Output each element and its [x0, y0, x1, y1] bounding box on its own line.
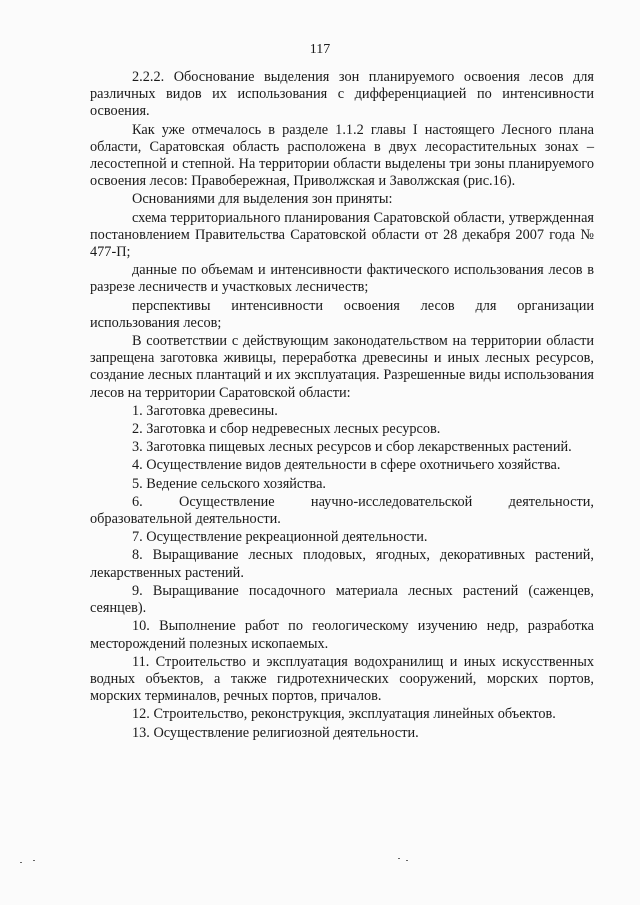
- section-heading-paragraph: 2.2.2. Обоснование выделения зон планируемого освоения лесов для различных видов их использования с дифференциацией по интенсивности освоения.: [90, 69, 594, 120]
- list-item: 11. Строительство и эксплуатация водохранилищ и иных искусственных водных объектов, а также гидротехнических сооружений, морских портов, морских терминалов, речных портов, причалов.: [90, 653, 594, 705]
- list-item: 12. Строительство, реконструкция, эксплуатация линейных объектов.: [132, 706, 556, 723]
- list-item: 4. Осуществление видов деятельности в сфере охотничьего хозяйства.: [132, 457, 561, 474]
- scan-speck: [398, 858, 400, 859]
- list-item: 1. Заготовка древесины.: [132, 402, 278, 419]
- list-item: 9. Выращивание посадочного материала лесных растений (саженцев, сеянцев).: [90, 582, 594, 617]
- scan-speck: [33, 860, 35, 861]
- basis-item-data: данные по объемам и интенсивности фактического использования лесов в разрезе лесничеств и участковых лесничеств;: [90, 262, 594, 296]
- list-item: 10. Выполнение работ по геологическому изучению недр, разработка месторождений полезных ископаемых.: [90, 618, 594, 652]
- list-item: 7. Осуществление рекреационной деятельности.: [132, 529, 428, 546]
- legislation-paragraph: В соответствии с действующим законодательством на территории области запрещена заготовка живицы, переработка древесины и иных лесных ресурсов, создание лесных плантаций и их эксплуатация. Разрешенные виды использования лесов на территории Саратовской области:: [90, 333, 594, 401]
- list-item: 8. Выращивание лесных плодовых, ягодных, декоративных растений, лекарственных растений.: [90, 547, 594, 581]
- list-item: 13. Осуществление религиозной деятельности.: [132, 724, 419, 741]
- basis-item-perspectives: перспективы интенсивности освоения лесов для организации использования лесов;: [90, 297, 594, 331]
- list-item: 3. Заготовка пищевых лесных ресурсов и сбор лекарственных растений.: [132, 439, 572, 456]
- page-number: 117: [309, 42, 331, 57]
- scan-speck: [406, 860, 408, 861]
- list-item: 6. Осуществление научно-исследовательской деятельности, образовательной деятельности.: [90, 493, 594, 528]
- basis-heading: Основаниями для выделения зон приняты:: [132, 191, 393, 208]
- intro-paragraph: Как уже отмечалось в разделе 1.1.2 главы I настоящего Лесного плана области, Саратовская область расположена в двух лесорастительных зонах – лесостепной и степной. На территории области выделены три зоны планируемого освоения лесов: Правобережная, Приволжская и Заволжская (рис.16).: [90, 121, 594, 190]
- basis-item-scheme: схема территориального планирования Саратовской области, утвержденная постановлением Правительства Саратовской области от 28 декабря 2007 года № 477-П;: [90, 209, 594, 261]
- list-item: 2. Заготовка и сбор недревесных лесных ресурсов.: [132, 421, 441, 438]
- list-item: 5. Ведение сельского хозяйства.: [132, 475, 326, 492]
- body-text: [90, 69, 594, 742]
- scan-speck: [20, 862, 22, 863]
